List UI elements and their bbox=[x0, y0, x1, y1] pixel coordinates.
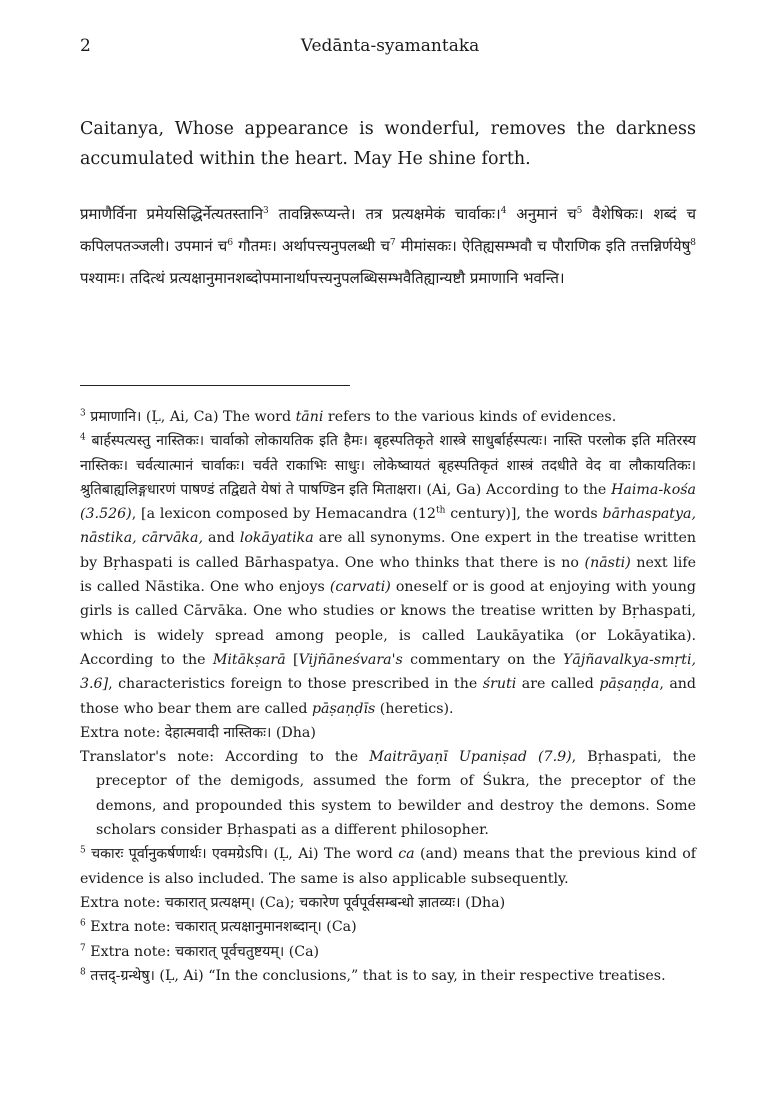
italic-term: Yājñavalkya-smṛti, 3.6] bbox=[80, 651, 697, 693]
note-text: are all synonyms. One expert in the treatise written by Bṛhaspati is called Bārhaspatya. One who thinks that there is no bbox=[80, 530, 696, 571]
sanskrit-text: चकारेण पूर्वपूर्वसम्बन्धो ज्ञातव्यः। bbox=[299, 894, 461, 911]
sanskrit-text: चकारः पूर्वानुकर्षणार्थः। एवमग्रेऽपि bbox=[91, 846, 263, 863]
footnote-ref-6: 6 bbox=[227, 238, 234, 248]
footnotes bbox=[80, 405, 696, 988]
note-text: (Dha) bbox=[271, 724, 316, 741]
sanskrit-text: तत्तद्-ग्रन्थेषु bbox=[85, 967, 150, 984]
note-text: , characteristics foreign to those prescribed in the bbox=[108, 676, 483, 693]
note-text: (Ai, Ga) According to the bbox=[421, 481, 612, 498]
note-label: Extra note: bbox=[85, 919, 176, 936]
italic-term: (nāsti) bbox=[584, 554, 631, 571]
footnote-rule bbox=[80, 385, 350, 386]
sanskrit-text: बार्हस्पत्यस्तु नास्तिकः। चार्वाको लोकायतिक इति हैमः। बृहस्पतिकृते शास्त्रे साधुर्बार्हस्पत्यः। नास्ति परलोक इति मतिरस्य नास्तिकः। चर्वत्यात्मानं चार्वाकः। चर्वते राकाभिः साधुः। लोकेष्वायतं बृहस्पतिकृतं शास्त्रं तदधीते वेद वा लौकायतिकः। श्रुतिबाह्यलिङ्गधारणं पाषण्डं तद्विद्यते येषां ते पाषण्डिन इति मिताक्षरा। bbox=[80, 433, 696, 498]
italic-term: (carvati) bbox=[329, 579, 391, 596]
footnote-number: 5 bbox=[80, 845, 86, 856]
italic-term: Mitākṣarā bbox=[212, 651, 286, 668]
footnote-number: 6 bbox=[80, 918, 86, 929]
sanskrit-text: चकारात् पूर्वचतुष्टयम्। bbox=[175, 943, 285, 960]
note-label: Extra note: bbox=[85, 943, 176, 960]
sanskrit-text: अनुमानं च bbox=[506, 205, 577, 223]
footnote-ref-3: 3 bbox=[263, 206, 269, 216]
footnote-3 bbox=[80, 405, 696, 429]
footnote-number: 7 bbox=[80, 942, 86, 953]
note-text: (and) means that the previous kind of evidence is also included. The same is also applicable subsequently. bbox=[80, 846, 696, 887]
page-number: 2 bbox=[80, 36, 91, 56]
superscript: th bbox=[435, 505, 446, 516]
footnote-4-extra-note bbox=[80, 721, 696, 745]
note-label: Translator's note: According to the bbox=[80, 749, 370, 766]
italic-term: pāṣaṇḍa bbox=[599, 676, 660, 693]
footnote-ref-8: 8 bbox=[690, 238, 696, 248]
italic-term: pāṣaṇḍīs bbox=[311, 700, 376, 717]
footnote-5 bbox=[80, 842, 696, 891]
note-text: next life is called Nāstika. One who enjoys bbox=[80, 554, 696, 596]
footnote-5-extra-note bbox=[80, 891, 696, 915]
sanskrit-paragraph bbox=[80, 198, 696, 294]
sanskrit-text: गौतमः। अर्थापत्त्यनुपलब्धी च bbox=[233, 237, 390, 255]
footnote-4 bbox=[80, 429, 696, 721]
note-text: (Ca) bbox=[321, 919, 357, 936]
note-text: , Bṛhaspati, the preceptor of the demigods, assumed the form of Śukra, the preceptor of the demons, and propounded this system to bewilder and destroy the demons. Some scholars consider Bṛhaspati as a different philosopher. bbox=[96, 749, 697, 839]
intro-paragraph: Caitanya, Whose appearance is wonderful, removes the darkness accumulated within the heart. May He shine forth. bbox=[80, 119, 696, 169]
footnote-number: 8 bbox=[80, 967, 86, 978]
italic-term: tāni bbox=[295, 409, 324, 425]
note-text: (Dha) bbox=[460, 894, 506, 911]
note-text: , [a lexicon composed by Hemacandra (12 bbox=[131, 506, 436, 523]
sanskrit-text: तावन्निरूप्यन्ते। तत्र प्रत्यक्षमेकं चार्वाकः। bbox=[268, 205, 501, 223]
footnote-number: 4 bbox=[80, 432, 86, 443]
note-text: are called bbox=[516, 676, 600, 693]
sanskrit-text: प्रमाणैर्विना प्रमेयसिद्धिर्नेत्यतस्तानि bbox=[80, 205, 264, 223]
footnote-ref-7: 7 bbox=[389, 238, 396, 248]
sanskrit-text: चकारात् प्रत्यक्षम्। bbox=[164, 894, 255, 911]
note-text: (Ca) bbox=[284, 943, 320, 960]
note-text: and bbox=[202, 530, 240, 547]
footnote-7 bbox=[80, 940, 696, 964]
sanskrit-text: वैशेषिकः। शब्दं च कपिलपतञ्जली। उपमानं च bbox=[80, 205, 696, 255]
note-text: commentary on the bbox=[402, 651, 564, 668]
sanskrit-text: प्रमाणानि bbox=[90, 409, 136, 425]
note-text: oneself or is good at enjoying with young girls is called Cārvāka. One who studies or knows the treatise written by Bṛhaspati, which is widely spread among people, is called Laukāyatika (or Lokāyatika). According to the bbox=[80, 579, 696, 668]
italic-term: śruti bbox=[482, 676, 517, 693]
sanskrit-text: देहात्मवादी नास्तिकः। bbox=[164, 724, 272, 741]
footnote-8 bbox=[80, 964, 696, 988]
note-label: Extra note: bbox=[80, 894, 165, 911]
note-text: (Ca); bbox=[255, 894, 300, 911]
note-text: । (Ḷ, Ai) The word bbox=[262, 846, 399, 863]
note-text: , and those who bear them are called bbox=[80, 676, 696, 717]
note-text: (heretics). bbox=[375, 700, 454, 717]
italic-term: bārhaspatya, nāstika, cārvāka, bbox=[80, 506, 696, 547]
note-text: [ bbox=[285, 651, 299, 668]
sanskrit-text: चकारात् प्रत्यक्षानुमानशब्दान्। bbox=[175, 919, 322, 936]
sanskrit-text: पश्यामः। तदित्थं प्रत्यक्षानुमानशब्दोपमानार्थापत्त्यनुपलब्धिसम्भवैतिह्यान्यष्टौ प्रमाणानि भवन्ति। bbox=[80, 269, 565, 287]
translator-note bbox=[80, 745, 696, 842]
italic-term: Haima-kośa (3.526) bbox=[80, 481, 697, 523]
sanskrit-text: मीमांसकः। ऐतिह्यसम्भवौ च पौराणिक इति तत्तन्निर्णयेषु bbox=[395, 237, 691, 255]
note-text: refers to the various kinds of evidences. bbox=[323, 409, 617, 425]
note-text: । (Ḷ, Ai) “In the conclusions,” that is to say, in their respective treatises. bbox=[149, 967, 666, 984]
italic-term: Maitrāyaṇī Upaniṣad (7.9) bbox=[369, 749, 572, 766]
running-title: Vedānta-syamantaka bbox=[300, 36, 480, 56]
footnote-number: 3 bbox=[80, 408, 86, 419]
footnote-ref-4: 4 bbox=[500, 206, 507, 216]
note-text: । (Ḷ, Ai, Ca) The word bbox=[135, 409, 296, 425]
italic-term: lokāyatika bbox=[239, 530, 314, 547]
italic-term: ca bbox=[398, 846, 415, 863]
note-label: Extra note: bbox=[80, 724, 165, 741]
note-text: century)], the words bbox=[445, 506, 603, 523]
footnote-ref-5: 5 bbox=[576, 206, 583, 216]
footnote-6 bbox=[80, 915, 696, 939]
italic-term: Vijñāneśvara's bbox=[298, 651, 403, 668]
